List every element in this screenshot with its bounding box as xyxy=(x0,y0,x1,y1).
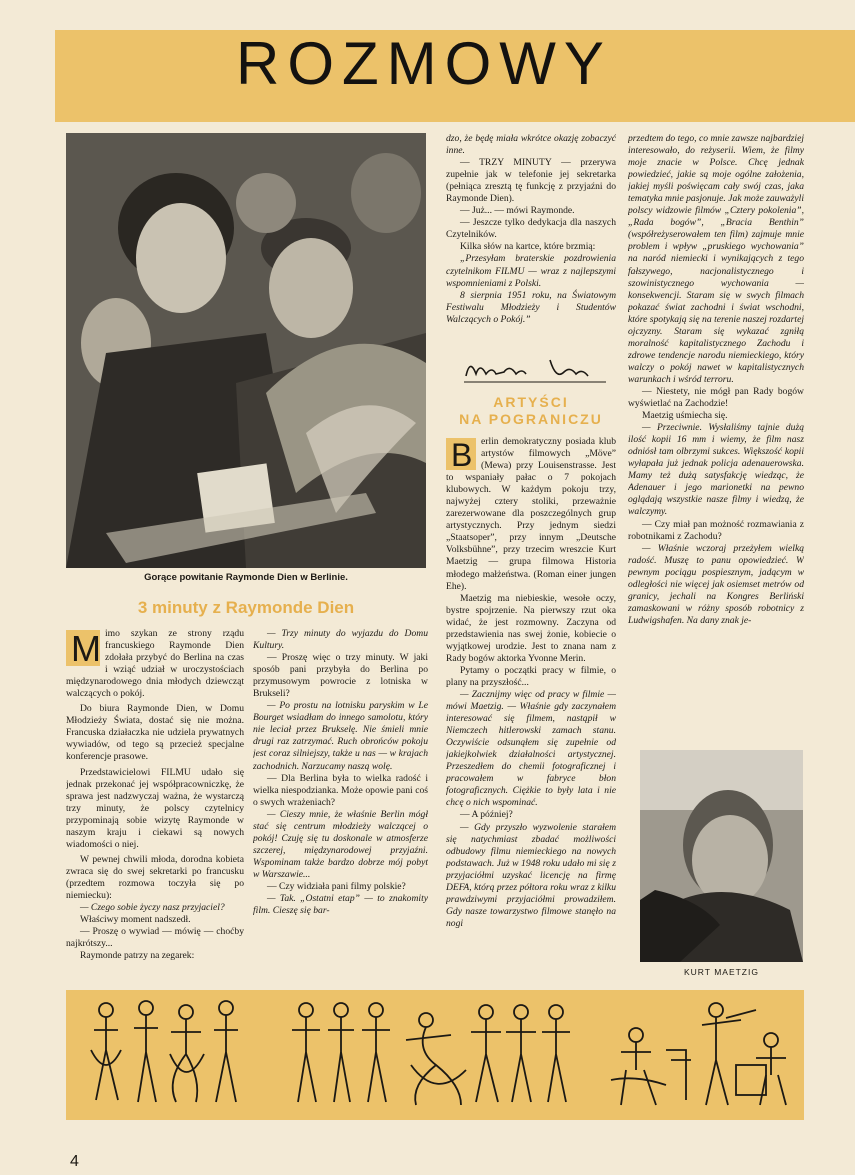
paragraph: Do biura Raymonde Dien, w Domu Młodzieży Świata, dostać się nie można. Francuska działaczka nie udziela prywatnych wywiadów, od tego są przecież specjalne konferencje prasowe. xyxy=(66,703,244,763)
paragraph: — Proszę więc o trzy minuty. W jaki sposób pani przybyła do Berlina po przymusowym powrocie z lotniska w Brukseli? xyxy=(253,652,428,700)
paragraph: — Właśnie wczoraj przeżyłem wielką radość. Muszę to panu opowiedzieć. W pewnym pociągu pospiesznym, jadącym w odległości nie więcej jak osiemset metrów od granicy, jechali na Kongres Berliński zamaskowani w różny sposób robotnicy z Ludwigshafen. Na dany znak je- xyxy=(628,542,804,626)
paragraph: — TRZY MINUTY — przerywa zupełnie jak w telefonie jej sekretarka (pełniąca zresztą tę funkcję z przyjaźni do Raymonde Dien). xyxy=(446,157,616,205)
photo-caption: Gorące powitanie Raymonde Dien w Berlinie. xyxy=(144,572,348,583)
paragraph: „Przesyłam braterskie pozdrowienia czytelnikom FILMU — wraz z najlepszymi wspomnieniami z Polski. xyxy=(446,253,616,289)
page-number: 4 xyxy=(70,1153,79,1170)
column-3-bottom xyxy=(446,436,616,984)
paragraph: — Proszę o wywiad — mówię — choćby najkrótszy... xyxy=(66,926,244,950)
article-title-raymonde: 3 minuty z Raymonde Dien xyxy=(137,598,355,617)
paragraph: Kilka słów na kartce, które brzmią: xyxy=(460,241,596,253)
photo-raymonde-welcome xyxy=(66,133,426,568)
photo-crowd-illustration xyxy=(66,133,426,568)
paragraph: — Dla Berlina była to wielka radość i wielka niespodzianka. Może opowie pani coś o swych wrażeniach? xyxy=(253,772,428,808)
column-1 xyxy=(66,628,244,983)
paragraph: imo szykan ze strony rządu francuskiego Raymonde Dien zdołała przybyć do Berlina na czas i wziąć udział w uroczystościach międzynarodowego dnia młodych dziewcząt walczących o pokój. xyxy=(66,628,244,700)
photo-kurt-maetzig xyxy=(640,750,803,962)
paragraph: erlin demokratyczny posiada klub artystów filmowych „Möve” (Mewa) przy Louisenstrasse. Jest to wspaniały pałac o 7 pokojach klubowych. W każdym pokoju trzy, najwyżej cztery stoliki, przeważnie zarezerwowane dla poszczególnych grup artystycznych. Przy jednym siedzi „Staatsoper”, przy innym „Deutsche Volksbühne”, przy trzecim wreszcie Kurt Maetzig — grupa filmowa Historia młodego małżeństwa. (Roman einer jungen Ehe). xyxy=(446,436,616,592)
dancers-illustration xyxy=(66,990,804,1120)
paragraph: 8 sierpnia 1951 roku, na Światowym Festiwalu Młodzieży i Studentów Walczących o Pokój.” xyxy=(446,289,616,325)
paragraph: W pewnej chwili młoda, dorodna kobieta zwraca się do swej sekretarki po francusku (przedtem rozmowa toczyła się po niemiecku): xyxy=(66,853,244,901)
portrait-caption: KURT MAETZIG xyxy=(684,967,759,977)
paragraph: — Jeszcze tylko dedykacja dla naszych Czytelników. xyxy=(446,217,616,241)
portrait-illustration xyxy=(640,750,803,962)
paragraph: — Gdy przyszło wyzwolenie starałem się natychmiast zbadać możliwości odbudowy filmu niemieckiego na nowych podstawach. Już w 1948 roku udało mi się z przyjaciółmi uzyskać licencję na firmę DEFA, którą przez półtora roku wraz z kilku prawdziwymi przyjaciółmi prowadziłem. Gdy nasze towarzystwo filmowe stanęło na nogi xyxy=(446,821,616,929)
paragraph: Pytamy o początki pracy w filmie, o plany na przyszłość... xyxy=(446,664,616,688)
paragraph: — Czego sobie życzy nasz przyjaciel? xyxy=(80,902,225,914)
paragraph: — Trzy minuty do wyjazdu do Domu Kultury. xyxy=(253,628,428,652)
paragraph: — Czy miał pan możność rozmawiania z robotnikami z Zachodu? xyxy=(628,518,804,542)
article-title-line2: NA POGRANICZU xyxy=(459,411,603,427)
masthead-title: ROZMOWY xyxy=(236,30,612,97)
paragraph: — Zacznijmy więc od pracy w filmie — mówi Maetzig. — Właśnie gdy zaczynałem interesować się filmem, nastąpił w Niemczech hitlerowski zamach stanu. Oczywiście odsunąłem się zupełnie od jakiejkolwiek działalności artystycznej. Przeszedłem do chemii fotograficznej i pracowałem w fabryce błon fotograficznych. Ciężkie to były lata i nie chcę o nich wspominać. xyxy=(446,688,616,809)
paragraph: Przedstawicielowi FILMU udało się jednak przekonać jej współpracowniczkę, że sprawa jest nadzwyczaj ważna, że wystarczą trzy minuty, że polscy czytelnicy przypominają sobie wizytę Raymonde w naszym kraju i ciekawi są nowych wiadomości o niej. xyxy=(66,766,244,850)
paragraph: Właściwy moment nadszedł. xyxy=(80,914,191,926)
paragraph: Raymonde patrzy na zegarek: xyxy=(80,950,195,962)
paragraph: — Czy widziała pani filmy polskie? xyxy=(267,880,406,892)
paragraph: Maetzig ma niebieskie, wesołe oczy, bystre spojrzenie. Na pierwszy rzut oka widać, że jest rozmowny. Zaczyna od przedstawienia nas swej żonie, kobiecie o wyjątkowej urodzie. Jest to znana nam z Rady bogów aktorka Yvonne Merin. xyxy=(446,592,616,664)
paragraph: — Cieszy mnie, że właśnie Berlin mógł stać się centrum młodzieży walczącej o pokój! Czuję się tu doskonale w atmosferze szczerej, międzynarodowej przyjaźni. Wspominam także bardzo dobrze mój pobyt w Warszawie... xyxy=(253,808,428,880)
paragraph: — Już... — mówi Raymonde. xyxy=(460,205,575,217)
column-2 xyxy=(253,628,428,983)
paragraph: — Niestety, nie mógł pan Rady bogów wyświetlać na Zachodzie! xyxy=(628,385,804,410)
paragraph: — Tak. „Ostatni etap” — to znakomity film. Cieszę się bar- xyxy=(253,893,428,917)
dropcap-m: M xyxy=(66,630,100,666)
paragraph: Maetzig uśmiecha się. xyxy=(642,410,728,422)
column-4 xyxy=(628,133,804,745)
dropcap-b: B xyxy=(446,438,476,470)
article-title-line1: ARTYŚCI xyxy=(493,394,569,410)
paragraph: — Po prostu na lotnisku paryskim w Le Bourget wsiadłam do innego samolotu, który nie leciał przez Brukselę. Nie śmieli mnie drugi raz zatrzymać. Ruch obrońców pokoju jest coraz silniejszy, także u nas — w krajach zachodnich. Narzucamy naszą wolę. xyxy=(253,700,428,772)
signature-drawing xyxy=(460,352,610,388)
paragraph: przedtem do tego, co mnie zawsze najbardziej interesowało, do reżyserii. Wiem, że filmy moje znacie w Polsce. Chcę jednak powiedzieć, jakie są moje ogólne założenia, jakiej myśli poświęcam cały swój czas, jaka tematyka mnie pasjonuje. Jak może zauważyli polscy widzowie filmów „Cztery pokolenia”, „Rada bogów”, „Bracia Benthin” (współreżyserowałem ten film) zajmuje mnie problem i wpływ „pruskiego wychowania” na naród niemiecki i wynikających z tego fałszywego, nacjonalistycznego i szowinistycznego wychowania — konsekwencji. Staram się w swych filmach pokazać świat zachodni i świat wschodni, które spotykają się na terenie naszej rozdartej ojczyzny. Staram się wykazać zgniłą moralność kapitalistycznego Zachodu i zdrowe tendencje narodu niemieckiego, który walczy o pokój nawet w kapitalistycznych warunkach i wśród terroru. xyxy=(628,133,804,385)
paragraph: — Przeciwnie. Wysłaliśmy tajnie dużą ilość kopii 16 mm i wiemy, że film nasz odniósł tam olbrzymi sukces. Większość kopii wyłapała już jednak policja adenauerowska. Mamy też dużą satysfakcję wiedząc, że Adenauer i jego marionetki na pewno oglądają wszystkie nasze filmy i wiedzą, że walczymy. xyxy=(628,422,804,518)
paragraph: dzo, że będę miała wkrótce okazję zobaczyć inne. xyxy=(446,133,616,157)
dancers-frieze xyxy=(66,990,804,1120)
column-3-top xyxy=(446,133,616,351)
paragraph: — A później? xyxy=(460,809,513,821)
raymonde-signature xyxy=(460,352,610,388)
article-title-artysci xyxy=(446,394,616,428)
